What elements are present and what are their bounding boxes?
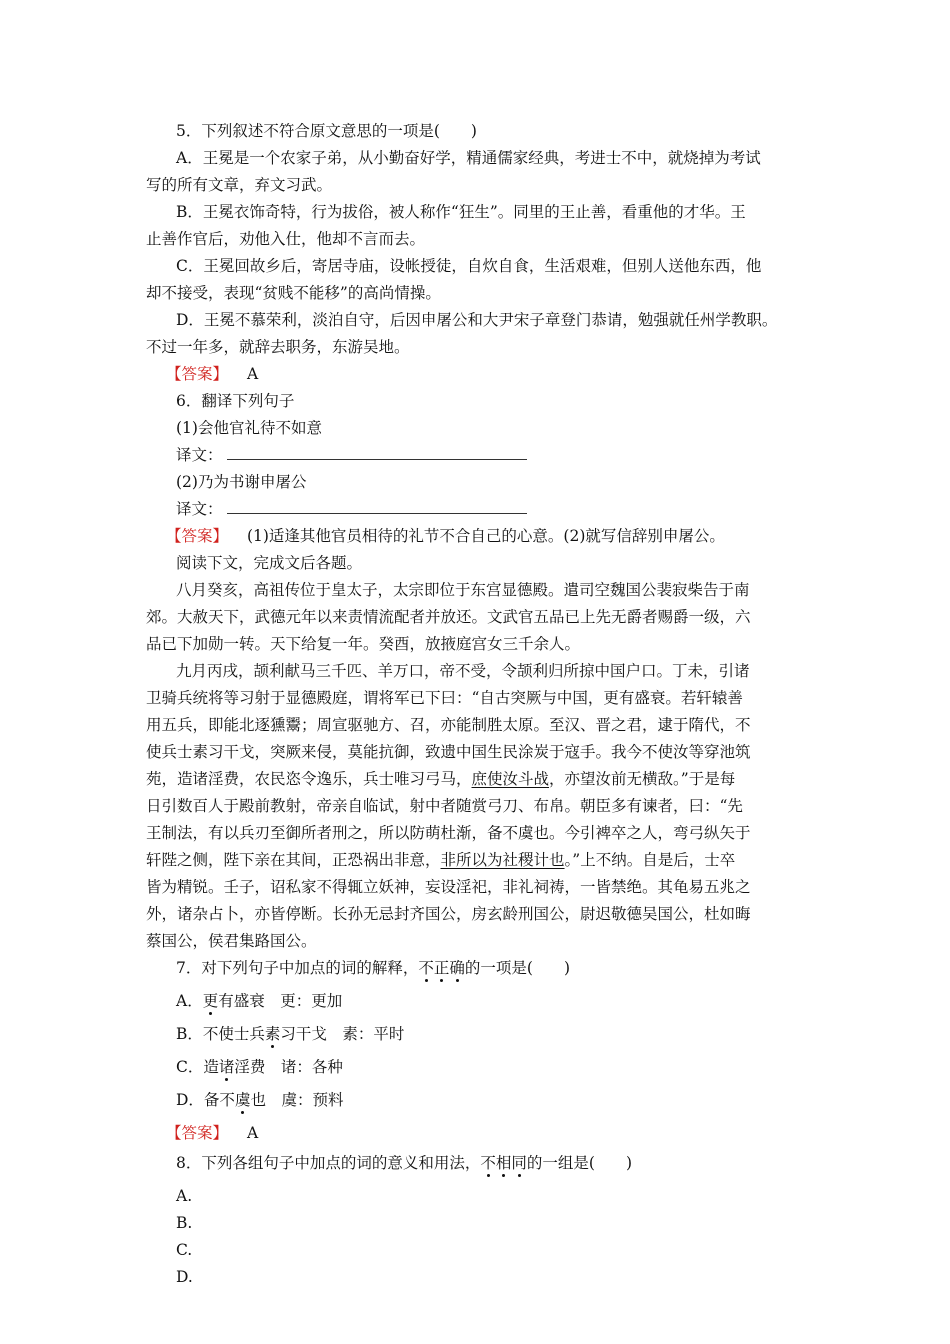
dotted-char: 确: [449, 959, 465, 977]
passage-line: 用五兵，即能北逐獯鬻；周宣驱驰方、召，亦能制胜太原。至汉、晋之君，逮于隋代，不: [146, 716, 751, 734]
q5-option-a-cont: 写的所有文章，弃文习武。: [146, 176, 333, 194]
q8-stem: [176, 1153, 632, 1173]
q5-option-d: D．王冕不慕荣利，淡泊自守，后因申屠公和大尹宋子章登门恭请，勉强就任州学教职。: [176, 311, 778, 329]
underlined-sentence: 非所以为社稷计也: [440, 851, 565, 869]
text-run: 淫费 诸：各种: [234, 1058, 343, 1076]
answer-value: A: [246, 1124, 259, 1142]
text-run: D．备不: [176, 1091, 235, 1109]
text-run: 也 虞：预料: [250, 1091, 344, 1109]
dotted-word: 诸: [218, 1058, 235, 1076]
q6-answer: [166, 526, 725, 546]
q5-option-a: A．王冕是一个农家子弟，从小勤奋好学，精通儒家经典，考进士不中，就烧掉为考试: [176, 149, 761, 167]
passage-line: [146, 769, 735, 789]
dotted-word: 虞: [234, 1091, 251, 1109]
underlined-sentence: 庶使汝斗战: [471, 770, 550, 788]
text-run: 苑，造诸淫费，农民恣令逸乐，兵士唯习弓马，: [146, 770, 472, 788]
q5-stem: 5．下列叙述不符合原文意思的一项是( ): [176, 122, 477, 140]
text-run: 7．对下列句子中加点的词的解释，: [176, 959, 419, 977]
dotted-char: 同: [511, 1154, 527, 1172]
text-run: 习干戈 素：平时: [280, 1025, 405, 1043]
dotted-word: 更: [202, 992, 219, 1010]
answer-value: A: [246, 365, 259, 383]
text-run: 8．下列各组句子中加点的词的意义和用法，: [176, 1154, 481, 1172]
reading-intro: 阅读下文，完成文后各题。: [176, 554, 363, 572]
dotted-emphasis: [418, 959, 465, 977]
q5-option-d-cont: 不过一年多，就辞去职务，东游吴地。: [146, 338, 410, 356]
text-run: 有盛衰 更：更加: [218, 992, 343, 1010]
passage-line: 使兵士素习干戈，突厥来侵，莫能抗御，致遗中国生民涂炭于寇手。我今不使汝等穿池筑: [146, 743, 751, 761]
text-run: ，亦望汝前无横敌。”于是每: [549, 770, 736, 788]
q5-option-c-cont: 却不接受，表现“贫贱不能移”的高尚情操。: [146, 284, 441, 302]
passage-line: 日引数百人于殿前教射，帝亲自临试，射中者随赏弓刀、布帛。朝臣多有谏者，曰：“先: [146, 797, 743, 815]
text-run: B．不使士兵: [176, 1025, 265, 1043]
passage-line: 卫骑兵统将等习射于显德殿庭，谓将军已下曰：“自古突厥与中国，更有盛衰。若轩辕善: [146, 689, 743, 707]
q5-option-b: B．王冕衣饰奇特，行为拔俗，被人称作“狂生”。同里的王止善，看重他的才华。王: [176, 203, 746, 221]
answer-tag: 【答案】: [166, 365, 229, 383]
q7-option-d: [176, 1090, 343, 1110]
text-run: C．造: [176, 1058, 219, 1076]
q7-answer: [166, 1123, 258, 1143]
passage-line: 王制法，有以兵刃至御所者刑之，所以防萌杜渐，备不虞也。今引裨卒之人，弯弓纵矢于: [146, 824, 751, 842]
q5-option-b-cont: 止善作官后，劝他入仕，他却不言而去。: [146, 230, 426, 248]
dotted-char: 相: [495, 1154, 512, 1172]
passage-line: 八月癸亥，高祖传位于皇太子，太宗即位于东宫显德殿。遣司空魏国公裴寂柴告于南: [176, 581, 750, 599]
passage-line: 九月丙戌，颉利献马三千匹、羊万口，帝不受，令颉利归所掠中国户口。丁未，引诸: [176, 662, 750, 680]
text-run: 的一项是( ): [464, 959, 571, 977]
passage-line: 品已下加勋一转。天下给复一年。癸酉，放掖庭宫女三千余人。: [146, 635, 581, 653]
passage-line: 蔡国公，侯君集路国公。: [146, 932, 317, 950]
answer-value: (1)适逢其他官员相待的礼节不合自己的心意。(2)就写信辞别申屠公。: [246, 527, 725, 545]
passage-line: 皆为精锐。壬子，诏私家不得辄立妖神，妄设淫祀，非礼祠祷，一皆禁绝。其龟易五兆之: [146, 878, 751, 896]
text-run: 的一组是( ): [526, 1154, 633, 1172]
passage-line: [146, 850, 735, 870]
q8-option-b: B.: [176, 1214, 193, 1232]
q5-option-c: C．王冕回故乡后，寄居寺庙，设帐授徒，自炊自食，生活艰难，但别人送他东西，他: [176, 257, 762, 275]
text-run: A．: [176, 992, 203, 1010]
q7-stem: [176, 958, 570, 978]
dotted-char: 不: [418, 959, 434, 977]
q8-option-c: C.: [176, 1241, 193, 1259]
dotted-char: 不: [480, 1154, 496, 1172]
q7-option-b: [176, 1024, 404, 1044]
dotted-emphasis: [480, 1154, 527, 1172]
dotted-word: 素: [264, 1025, 281, 1043]
q6-sentence-1: (1)会他官礼待不如意: [176, 419, 322, 437]
q6-stem: 6．翻译下列句子: [176, 392, 295, 410]
q6-translation-2: [176, 499, 527, 519]
translation-blank-1[interactable]: [227, 445, 527, 460]
passage-line: 外，诸杂占卜，亦皆停断。长孙无忌封齐国公，房玄龄刑国公，尉迟敬德吴国公，杜如晦: [146, 905, 751, 923]
q7-option-a: [176, 991, 342, 1011]
translation-label: 译文：: [176, 446, 223, 464]
q5-answer: [166, 364, 258, 384]
q6-translation-1: [176, 445, 527, 465]
passage-line: 郊。大赦天下，武德元年以来责情流配者并放还。文武官五品已上先无爵者赐爵一级，六: [146, 608, 751, 626]
translation-label: 译文：: [176, 500, 223, 518]
answer-tag: 【答案】: [166, 1124, 229, 1142]
q6-sentence-2: (2)乃为书谢申屠公: [176, 473, 307, 491]
dotted-char: 正: [433, 959, 450, 977]
text-run: 轩陛之侧，陛下亲在其间，正恐祸出非意，: [146, 851, 441, 869]
translation-blank-2[interactable]: [227, 499, 527, 514]
text-run: 。”上不纳。自是后，士卒: [564, 851, 736, 869]
q8-option-a: A.: [176, 1187, 193, 1205]
q7-option-c: [176, 1057, 343, 1077]
answer-tag: 【答案】: [166, 527, 229, 545]
q8-option-d: D.: [176, 1268, 193, 1286]
